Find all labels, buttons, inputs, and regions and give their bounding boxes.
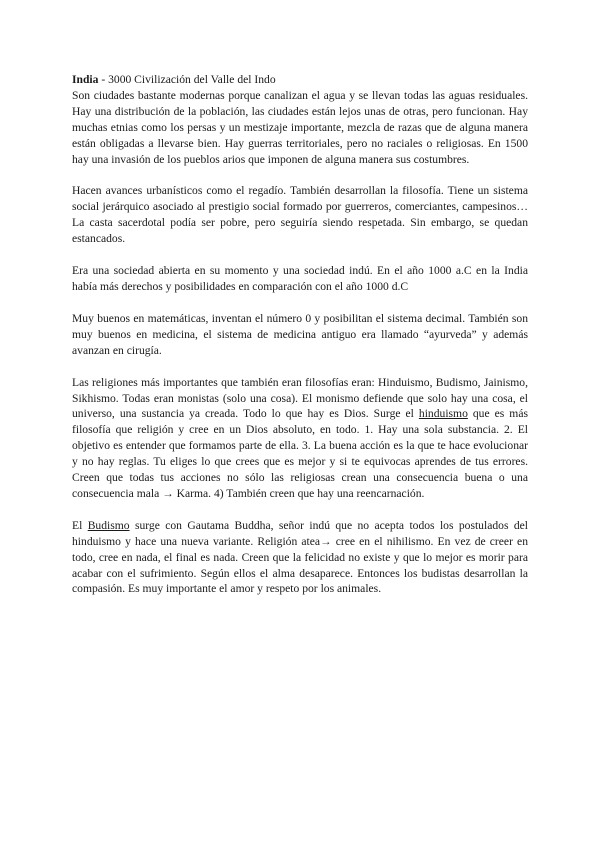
document-page bbox=[72, 72, 528, 613]
paragraph-urbanism: Hacen avances urbanísticos como el regadío. También desarrollan la filosofía. Tiene un sistema social jerárquico asociado al prestigio social formado por guerreros, comerciantes, campesinos… La casta sacerdotal podía ser pobre, pero seguiría siendo respetada. Sin embargo, se quedan estancados. bbox=[72, 184, 528, 246]
document-heading bbox=[72, 72, 528, 88]
heading-bold: India bbox=[72, 73, 99, 86]
paragraph-budismo bbox=[72, 518, 528, 598]
paragraph-religions bbox=[72, 375, 528, 502]
religions-text-b: que es más filosofía que religión y cree en un Dios absoluto, en todo. 1. Hay una sola substancia. 2. El objetivo es entender que formamos parte de ella. 3. La buena acción es la que te hace evolucionar y no hay reglas. Tu eliges lo que crees que es mejor y si te equivocas aprendes de tus errores. Creen que todas tus acciones no sólo las religiosas crean una consecuencia buena o una consecuencia mala → Karma. 4) También creen que hay una reencarnación. bbox=[72, 407, 528, 500]
religions-text-a: Las religiones más importantes que también eran filosofías eran: Hinduismo, Budismo, Jainismo, Sikhismo. Todas eran monistas (solo una cosa). El monismo defiende que solo hay una cosa, el universo, una sustancia ya creada. Todo lo que hay es Dios. Surge el bbox=[72, 375, 528, 421]
heading-rest: - 3000 Civilización del Valle del Indo bbox=[98, 73, 276, 86]
paragraph-society: Era una sociedad abierta en su momento y una sociedad indú. En el año 1000 a.C en la India había más derechos y posibilidades en comparación con el año 1000 d.C bbox=[72, 264, 528, 293]
paragraph-cities: Son ciudades bastante modernas porque canalizan el agua y se llevan todas las aguas residuales. Hay una distribución de la población, las ciudades están lejos unas de otras, pero funcionan. Hay muchas etnias como los persas y un mestizaje importante, mezcla de razas que de alguna manera están obligadas a llevarse bien. Hay guerras territoriales, pero no raciales o religiosas. En 1500 hay una invasión de los pueblos arios que imponen de alguna manera sus costumbres. bbox=[72, 88, 528, 166]
paragraph-mathematics: Muy buenos en matemáticas, inventan el número 0 y posibilitan el sistema decimal. También son muy buenos en medicina, el sistema de medicina antiguo era llamado “ayurveda” y además avanzan en cirugía. bbox=[72, 311, 528, 357]
budismo-text-a: El bbox=[72, 518, 88, 532]
hinduismo-underlined: hinduismo bbox=[418, 407, 468, 421]
budismo-underlined: Budismo bbox=[87, 518, 130, 532]
budismo-text-b: surge con Gautama Buddha, señor indú que no acepta todos los postulados del hinduismo y hace una nueva variante. Religión atea→ cree en el nihilismo. En vez de creer en todo, cree en nada, el final es nada. Creen que la felicidad no existe y que lo mejor es morir para acabar con el sufrimiento. Según ellos el alma desaparece. Entonces los budistas desarrollan la compasión. Es muy importante el amor y respeto por los animales. bbox=[72, 518, 528, 596]
